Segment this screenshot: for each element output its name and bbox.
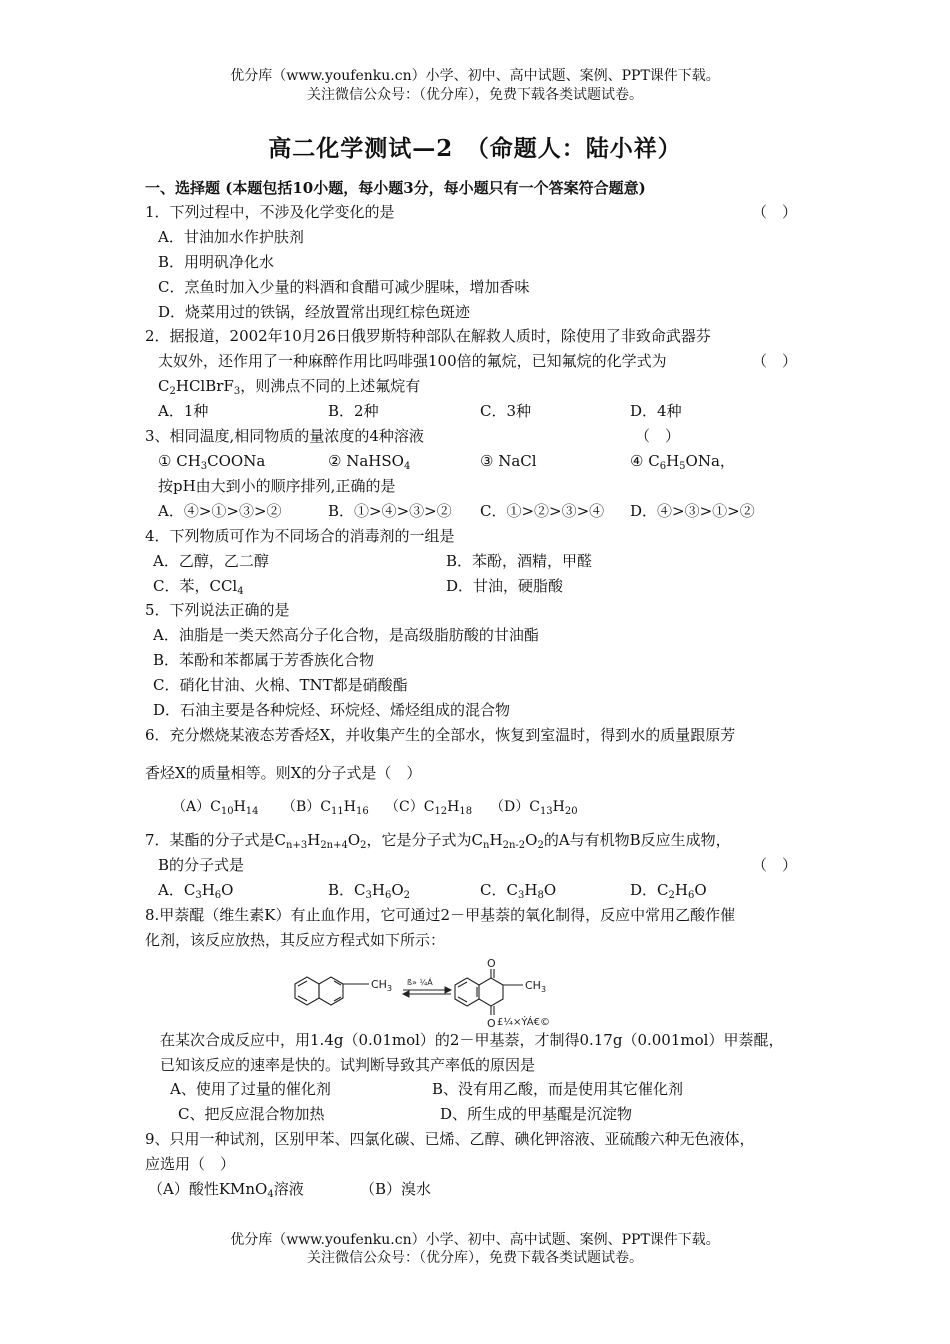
q3-stem-2: 按pH由大到小的顺序排列,正确的是	[158, 477, 396, 495]
q8-option-a: A、使用了过量的催化剂	[170, 1080, 331, 1098]
q4-option-d: D．甘油，硬脂酸	[446, 577, 564, 595]
page-title: 高二化学测试—2 （命题人：陆小祥）	[268, 135, 682, 162]
q8-stem-4: 已知该反应的速率是快的。试判断导致其产率低的原因是	[160, 1056, 536, 1074]
header-line-2: 关注微信公众号：（优分库），免费下载各类试题试卷。	[307, 87, 643, 103]
q7-option-d: D．$C_2H_6O$	[630, 881, 707, 901]
q2-option-b: B．2种	[328, 402, 379, 420]
q5-option-c: C．硝化甘油、火棉、TNT都是硝酸酯	[153, 676, 408, 694]
q6-option-d: $(D)C_{13}H_{20}$	[490, 799, 578, 817]
q8-option-b: B、没有用乙酸，而是使用其它催化剂	[432, 1080, 684, 1098]
q8-option-c: C、把反应混合物加热	[178, 1105, 325, 1123]
q6-stem-2: 香烃X的质量相等。则X的分子式是（ ）	[145, 764, 422, 782]
q3-answer-paren: （ ）	[635, 427, 681, 445]
footer-line-2: 关注微信公众号：（优分库），免费下载各类试题试卷。	[307, 1250, 643, 1266]
methylnaphthalene-structure	[295, 977, 369, 1005]
q1-option-a: A．甘油加水作护肤剂	[158, 228, 304, 246]
q6-option-c: $(C)C_{12}H_{18}$	[385, 799, 473, 817]
q1-option-d: D．烧菜用过的铁锅，经放置常出现红棕色斑迹	[158, 303, 471, 321]
q1-stem: 1．下列过程中，不涉及化学变化的是	[145, 203, 395, 221]
arrow-label: ß» ¼Á	[407, 978, 433, 987]
q8-stem-2: 化剂，该反应放热，其反应方程式如下所示：	[145, 931, 446, 949]
q7-option-a: A．$C_3H_6O$	[158, 881, 234, 901]
q1-option-b: B．用明矾净化水	[158, 253, 275, 271]
q4-option-c: C．苯，CCl$_4$	[153, 577, 244, 597]
q3-option-d: D．④>③>①>②	[630, 502, 755, 520]
q6-option-b: $(B)C_{11}H_{16}$	[282, 799, 369, 817]
q3-solution-2: ② NaHSO$_4$	[328, 452, 411, 472]
q1-option-c: C．烹鱼时加入少量的料酒和食醋可减少腥味，增加香味	[158, 278, 530, 296]
q7-answer-paren: （ ）	[752, 856, 798, 874]
q3-option-b: B．①>④>③>②	[328, 502, 452, 520]
q9-stem-2: 应选用（ ）	[145, 1155, 236, 1173]
q8-stem-1: 8.甲萘醌（维生素K）有止血作用，它可通过2－甲基萘的氧化制得，反应中常用乙酸作催	[145, 906, 736, 924]
q9-stem-1: 9、只用一种试剂，区别甲苯、四氯化碳、已烯、乙醇、碘化钾溶液、亚硫酸六种无色液体，	[145, 1130, 755, 1148]
reaction-equation-diagram	[285, 955, 605, 1035]
q6-option-a: $(A)C_{10}H_{14}$	[172, 799, 259, 817]
section-heading: 一、选择题 (本题包括10小题，每小题3分，每小题只有一个答案符合题意)	[145, 179, 646, 197]
q8-stem-3: 在某次合成反应中，用1.4g（0.01mol）的2－甲基萘，才制得0.17g（0.001mol）甲萘醌，	[160, 1031, 784, 1049]
q3-solution-4: ④ $C_6H_5ONa$，	[630, 452, 735, 472]
q9-option-b: （B）溴水	[360, 1180, 432, 1198]
q8-option-d: D、所生成的甲基醌是沉淀物	[440, 1105, 633, 1123]
q3-solution-1: ① $CH_3COONa$	[158, 452, 266, 472]
q9-option-a: （A）酸性KMnO$_4$溶液	[148, 1180, 304, 1200]
q5-option-a: A．油脂是一类天然高分子化合物，是高级脂肪酸的甘油酯	[153, 626, 539, 644]
reaction-arrow	[403, 987, 451, 997]
q1-answer-paren: （ ）	[752, 203, 798, 221]
q5-stem: 5．下列说法正确的是	[145, 601, 290, 619]
q6-stem-1: 6．充分燃烧某液态芳香烃X，并收集产生的全部水，恢复到室温时，得到水的质量跟原芳	[145, 726, 736, 744]
ch3-right: $CH_3$	[525, 979, 547, 994]
product-label: £¼×ÝÁ€©	[497, 1017, 550, 1028]
q2-stem-1: 2．据报道，2002年10月26日俄罗斯特种部队在解救人质时，除使用了非致命武器芬	[145, 327, 711, 345]
q7-option-c: C．$C_3H_8O$	[480, 881, 557, 901]
q2-answer-paren: （ ）	[752, 352, 798, 370]
q2-option-c: C．3种	[480, 402, 532, 420]
q3-stem: 3、相同温度,相同物质的量浓度的4种溶液	[145, 427, 424, 445]
ch3-left: $CH_3$	[371, 978, 393, 993]
q7-option-b: B．$C_3H_6O_2$	[328, 881, 411, 901]
q2-option-a: A．1种	[158, 402, 209, 420]
q4-option-b: B．苯酚，酒精，甲醛	[446, 552, 593, 570]
q7-stem-2: B的分子式是	[158, 856, 245, 874]
q5-option-d: D．石油主要是各种烷烃、环烷烃、烯烃组成的混合物	[153, 701, 511, 719]
q3-option-c: C．①>②>③>④	[480, 502, 605, 520]
q4-stem: 4．下列物质可作为不同场合的消毒剂的一组是	[145, 527, 455, 545]
q4-option-a: A．乙醇，乙二醇	[153, 552, 269, 570]
q5-option-b: B．苯酚和苯都属于芳香族化合物	[153, 651, 375, 669]
menadione-structure	[455, 969, 523, 1015]
q2-option-d: D．4种	[630, 402, 682, 420]
q2-formula: $C_2HClBrF_3$，则沸点不同的上述氟烷有	[158, 377, 421, 397]
q3-option-a: A．④>①>③>②	[158, 502, 282, 520]
oxygen-top: O	[487, 957, 496, 970]
q2-stem-2: 太奴外，还作用了一种麻醉作用比吗啡强100倍的氟烷，已知氟烷的化学式为	[158, 352, 667, 370]
header-line-1: 优分库（www.youfenku.cn）小学、初中、高中试题、案例、PPT课件下载。	[230, 68, 720, 84]
footer-line-1: 优分库（www.youfenku.cn）小学、初中、高中试题、案例、PPT课件下载。	[230, 1232, 720, 1248]
q3-solution-3: ③ NaCl	[480, 452, 537, 470]
oxygen-bottom: O	[487, 1017, 496, 1030]
q7-stem-1: 7．某酯的分子式是$C_{n+3}H_{2n+4}O_2$，它是分子式为$C_nH_{2n-2}O_2$的A与有机物B反应生成物，	[145, 831, 731, 851]
